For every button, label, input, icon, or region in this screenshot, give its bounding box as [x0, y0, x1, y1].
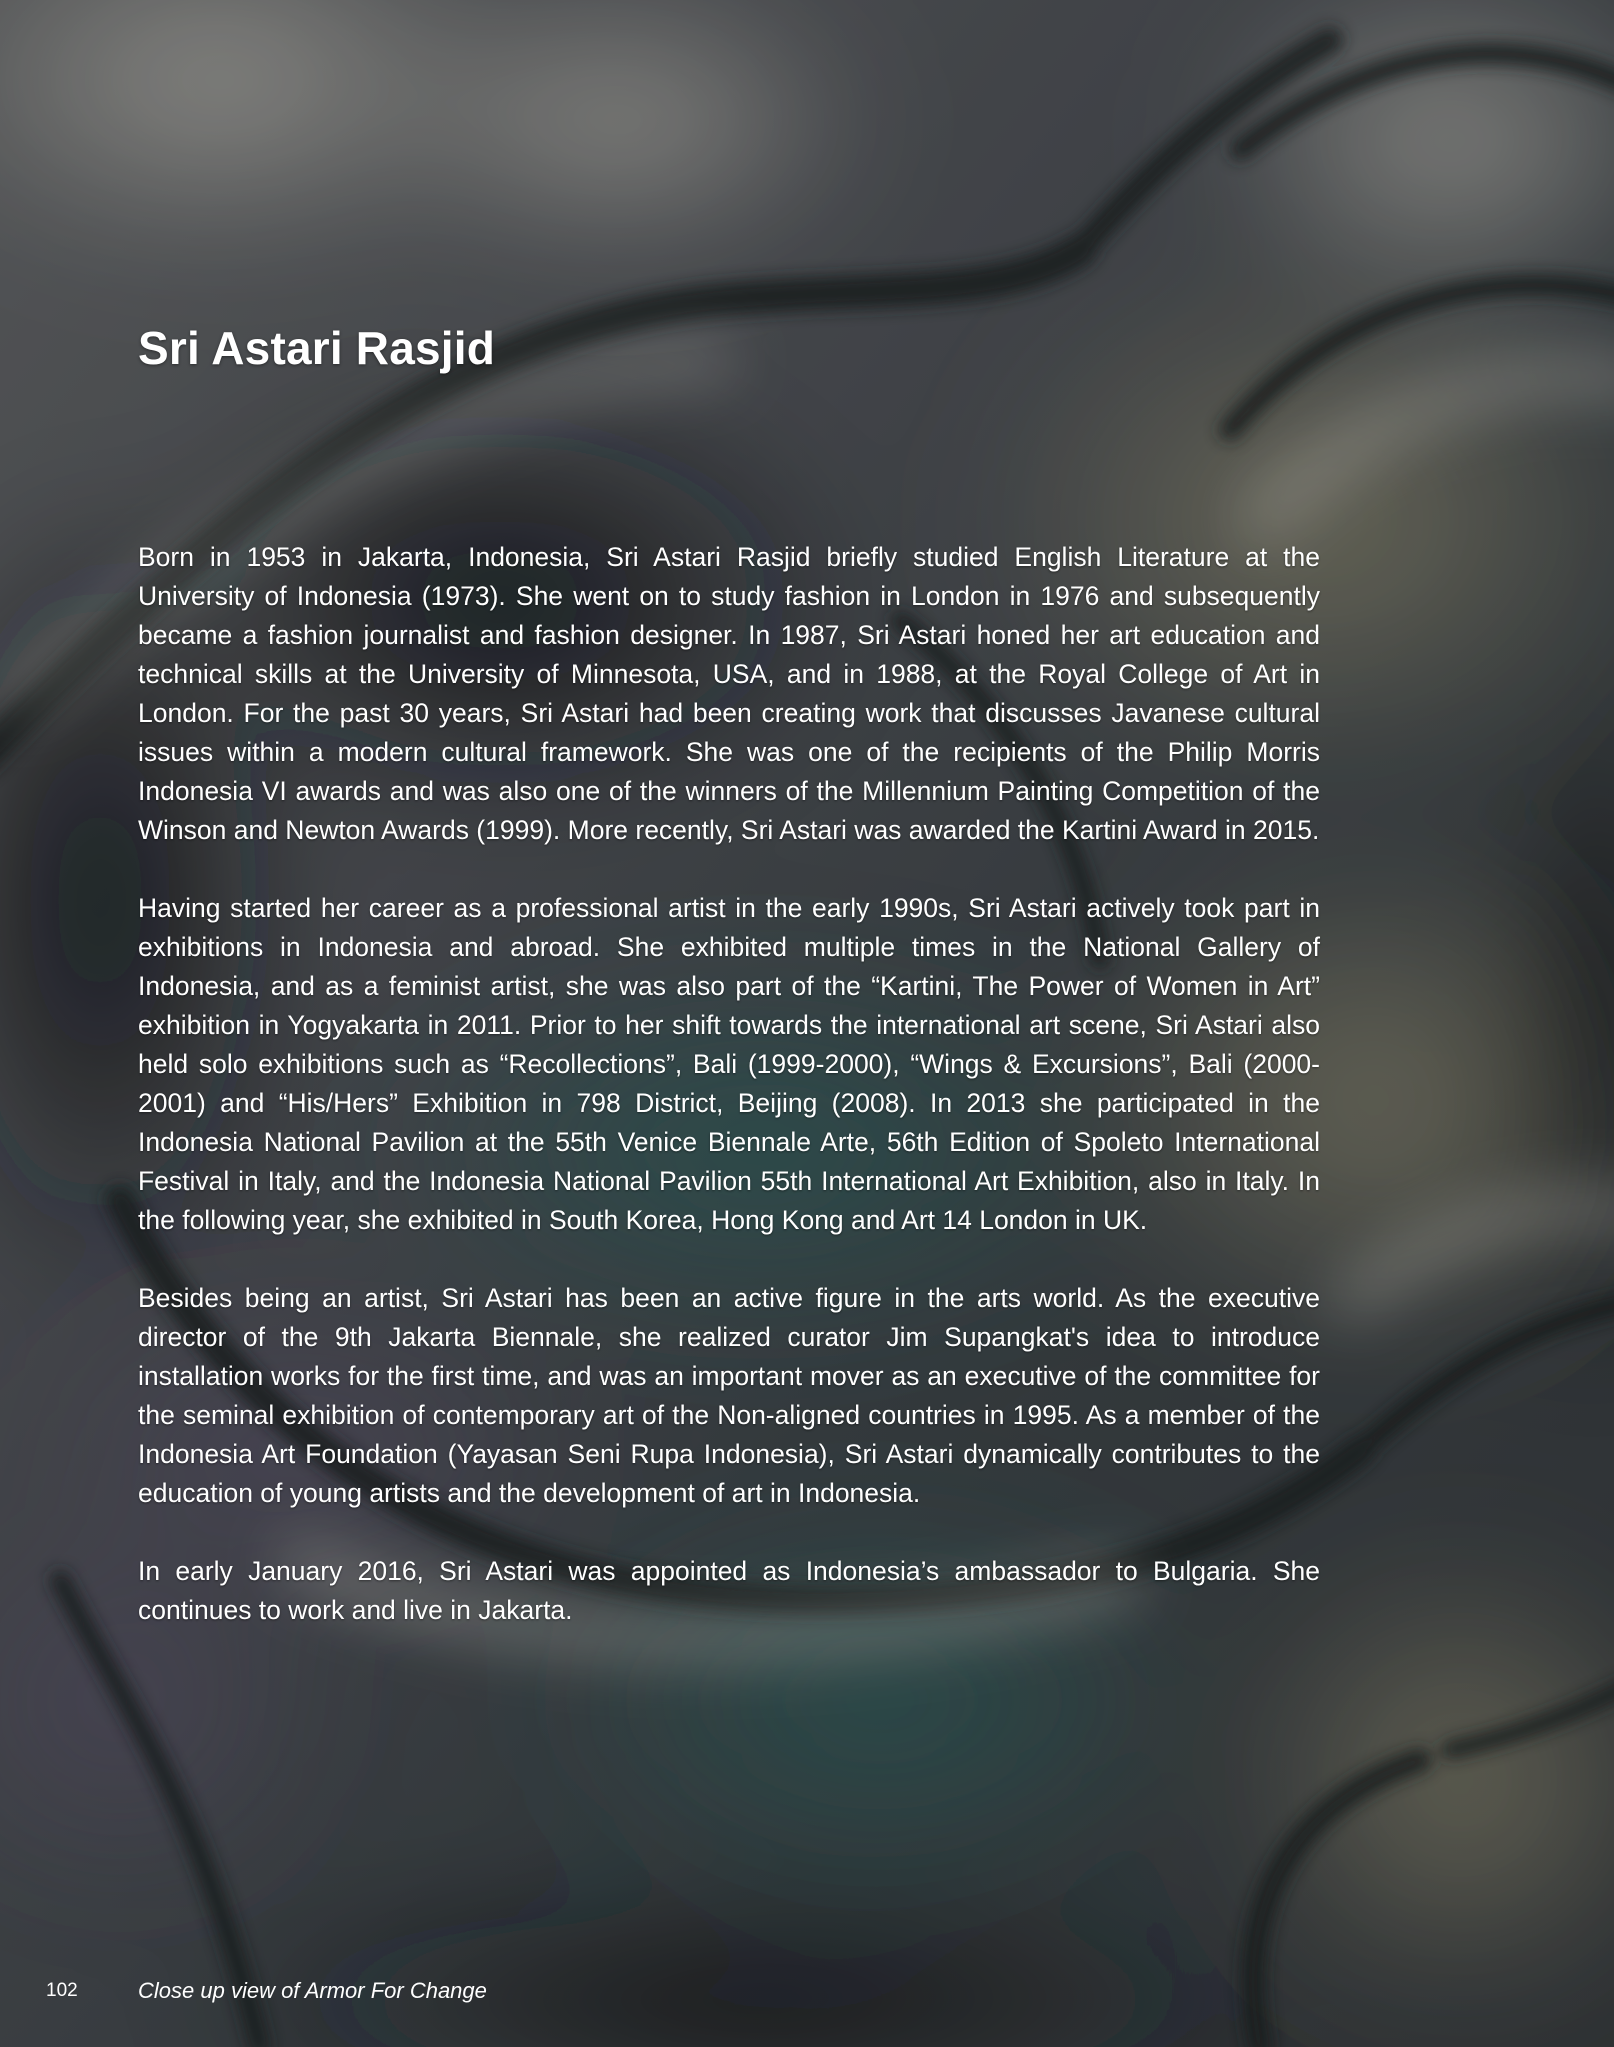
artist-name-heading: Sri Astari Rasjid [138, 322, 496, 374]
biography-paragraph-2: Having started her career as a professional artist in the early 1990s, Sri Astari actively took part in exhibitions in Indonesia and abroad. She exhibited multiple times in the National Gallery of Indonesia, and as a feminist artist, she was also part of the “Kartini, The Power of Women in Art” exhibition in Yogyakarta in 2011. Prior to her shift towards the international art scene, Sri Astari also held solo exhibitions such as “Recollections”, Bali (1999-2000), “Wings & Excursions”, Bali (2000-2001) and “His/Hers” Exhibition in 798 District, Beijing (2008). In 2013 she participated in the Indonesia National Pavilion at the 55th Venice Biennale Arte, 56th Edition of Spoleto International Festival in Italy, and the Indonesia National Pavilion 55th International Art Exhibition, also in Italy. In the following year, she exhibited in South Korea, Hong Kong and Art 14 London in UK. [138, 893, 1320, 1235]
biography-paragraph-3: Besides being an artist, Sri Astari has been an active figure in the arts world. As the executive director of the 9th Jakarta Biennale, she realized curator Jim Supangkat's idea to introduce installation works for the first time, and was an important mover as an executive of the committee for the seminal exhibition of contemporary art of the Non-aligned countries in 1995. As a member of the Indonesia Art Foundation (Yayasan Seni Rupa Indonesia), Sri Astari dynamically contributes to the education of young artists and the development of art in Indonesia. [138, 1283, 1320, 1508]
biography-section [138, 538, 1320, 1669]
image-caption: Close up view of Armor For Change [138, 1978, 487, 2003]
page-number: 102 [46, 1980, 78, 2001]
biography-paragraph-4: In early January 2016, Sri Astari was appointed as Indonesia’s ambassador to Bulgaria. She continues to work and live in Jakarta. [138, 1556, 1320, 1625]
biography-paragraph-1: Born in 1953 in Jakarta, Indonesia, Sri Astari Rasjid briefly studied English Literature at the University of Indonesia (1973). She went on to study fashion in London in 1976 and subsequently became a fashion journalist and fashion designer. In 1987, Sri Astari honed her art education and technical skills at the University of Minnesota, USA, and in 1988, at the Royal College of Art in London. For the past 30 years, Sri Astari had been creating work that discusses Javanese cultural issues within a modern cultural framework. She was one of the recipients of the Philip Morris Indonesia VI awards and was also one of the winners of the Millennium Painting Competition of the Winson and Newton Awards (1999). More recently, Sri Astari was awarded the Kartini Award in 2015. [138, 542, 1320, 845]
